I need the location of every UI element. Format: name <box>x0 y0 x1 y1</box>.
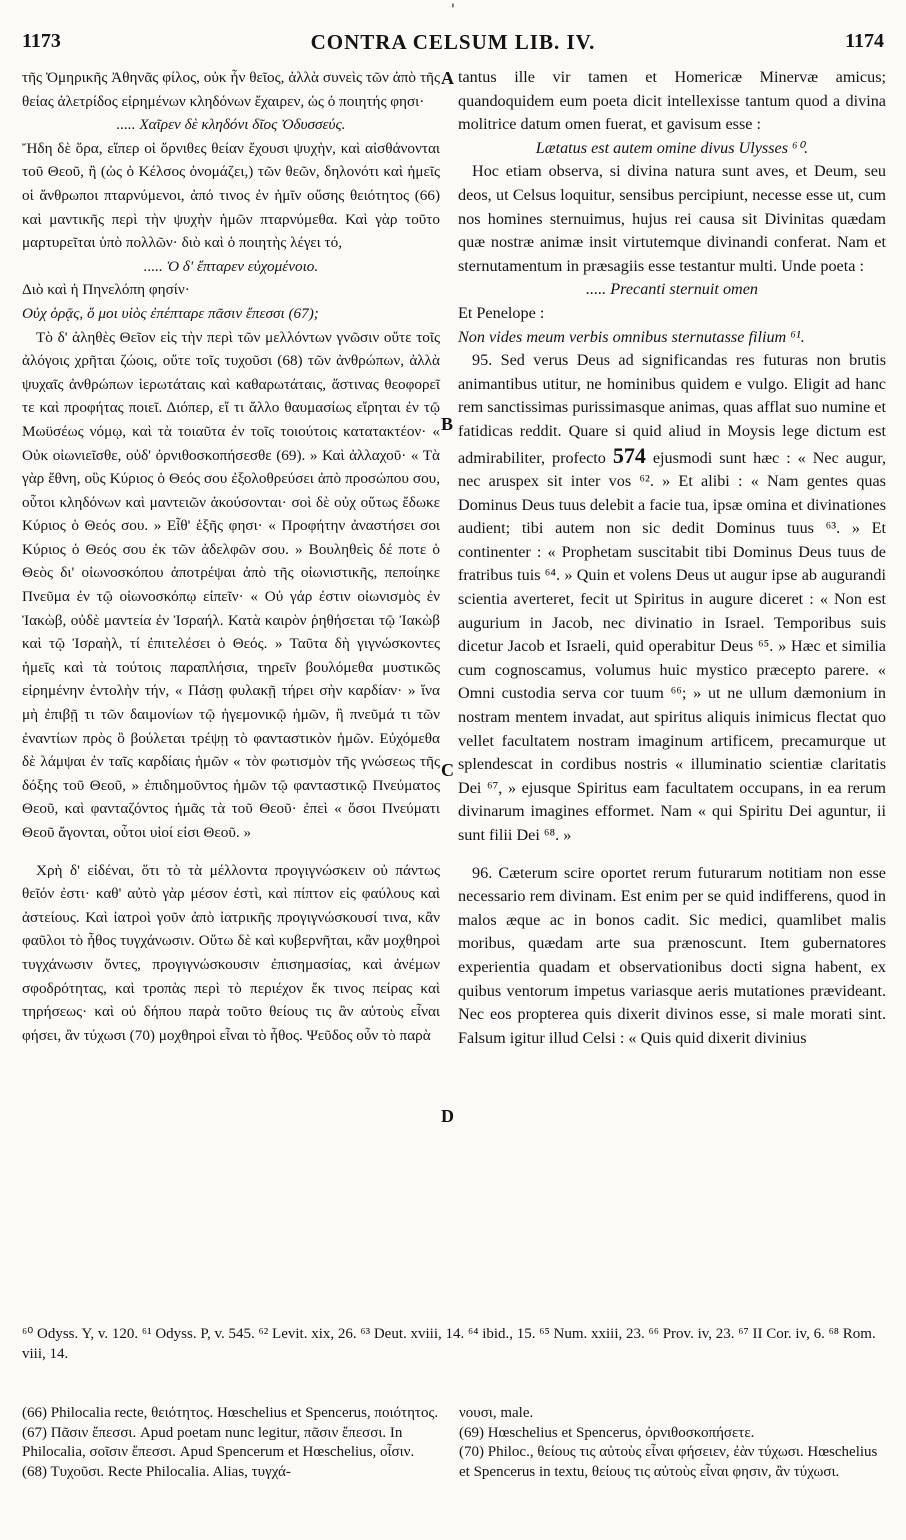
footnotes-left <box>22 1404 442 1482</box>
page-number-right: 1174 <box>845 30 884 52</box>
latin-paragraph: 96. Cæterum scire oportet rerum futurarum notitiam non esse necessario rem divinam. Est enim per se quid indifferens, quod in malos æque ac in bonos cadit. Sic medici, quamlibet malis moribus, quædam arte sua prænoscunt. Item gubernatores experientia quadam et observationibus docti signa habent, ex quibus ventorum impetus variasque aeris mutationes prævideant. Nec eos propterea quis dixerit divinos esse, si male morati sint. Falsum igitur illud Celsi : « Quis quid dixerit divinius <box>458 863 886 1047</box>
footnotes <box>22 1325 886 1480</box>
header-tick: ' <box>451 2 455 18</box>
latin-paragraph: tantus ille vir tamen et Homericæ Minervæ amicus; quandoquidem eum poeta dicit intellexisse tantum quod a divina molitrice datum omen fuerat, et gavisum esse : <box>458 68 886 134</box>
section-95-continued: ejusmodi sunt hæc : « Nec augur, nec aruspex sit inter vos ⁶². » Et alibi : « Nam gentes quas Dominus Deus tuus delebit a facie tua, ipsæ omina et divinationes audient; tibi autem non sic dedit Dominus tuus ⁶³. » Et continenter : « Prophetam suscitabit tibi Dominus Deus tuus de fratribus tuis ⁶⁴. » Quin et volens Deus ut augur ipse ab augurandi scientia averteret, fecit ut Spiritus in augure diceret : « Non est augurium in Jacob, nec divinatio in Israel. Temporibus suis dicetur Jacob et Israeli, quid operabitur Deus ⁶⁵. » Hæc et similia cum cognoscamus, volumus huic mystico præcepto parere. « Omni custodia serva cor tuum ⁶⁶; » ut ne ullum dæmonium in nostram mentem invadat, aut spiritus aliquis inimicus flectat quo vellet facultatem nostram imaginum artificem, precamurque ut splendescat in cordibus nostris « illuminatio scientiæ claritatis Dei ⁶⁷, » ejusque Spiritus eam facultatem occupans, in ea rerum divinarum imagines efformet. Nam « qui Spiritu Dei aguntur, ii sunt filii Dei ⁶⁸. » <box>458 448 887 844</box>
greek-verse: ..... Χαῖρεν δὲ κληδόνι δῖος Ὀδυσσεύς. <box>116 116 346 134</box>
greek-paragraph: Διὸ καὶ ἡ Πηνελόπη φησίν· <box>22 281 190 299</box>
latin-paragraph <box>458 349 886 847</box>
scripture-references: ⁶⁰ Odyss. Y, v. 120. ⁶¹ Odyss. P, v. 545. ⁶² Levit. xix, 26. ⁶³ Deut. xviii, 14. ⁶⁴ ibid., 15. ⁶⁵ Num. xxiii, 23. ⁶⁶ Prov. iv, 23. ⁶⁷ II Cor. iv, 6. ⁶⁸ Rom. viii, 14. <box>22 1326 876 1362</box>
latin-paragraph: Hoc etiam observa, si divina natura sunt aves, et Deum, seu deos, ut Celsus loquitur, sensibus percipiunt, necesse esse ut, cum nos homines sternuimus, hujus rei causa sit Divinitas quædam quæ nostræ animæ insit virtutemque divinandi conferat. Nam et sternutamentum in præsagiis esse testantur multi. Unde poeta : <box>458 162 886 275</box>
footnote: (67) Πᾶσιν ἔπεσσι. Apud poetam nunc legitur, πᾶσιν ἔπεσσι. In Philocalia, σοῖσιν ἔπεσσι. Apud Spencerum et Hœschelius, οἶσιν. <box>22 1424 415 1460</box>
footnote: (68) Τυχοῦσι. Recte Philocalia. Alias, τυγχά- <box>22 1463 291 1480</box>
greek-paragraph: Ἤδη δὲ ὅρα, εἴπερ οἱ ὄρνιθες θείαν ἔχουσι ψυχὴν, καὶ αἰσθάνονται τοῦ Θεοῦ, ἢ (ὡς ὁ Κέλσος ὀνομάζει,) τῶν θεῶν, δηλονότι καὶ ἡμεῖς οἱ ἄνθρωποι πταρνύμενοι, ἀπό τινος ἐν ἡμῖν οὔσης θειότητος (66) καὶ μαντικῆς περὶ τὴν ψυχὴν ἡμῶν πταρνύμεθα. Καὶ γὰρ τοῦτο μαρτυρεῖται ὑπὸ πολλῶν· διὸ καὶ ὁ ποιητὴς λέγει τό, <box>22 139 440 252</box>
greek-paragraph: τῆς Ὁμηρικῆς Ἀθηνᾶς φίλος, οὐκ ἦν θεῖος, ἀλλὰ συνεὶς τῶν ἀπὸ τῆς θείας ἀλετρίδος εἰρημένων κληδόνων ἔχαιρεν, ὡς ὁ ποιητής φησι· <box>22 69 440 110</box>
greek-verse: Οὐχ ὁρᾷς, ὅ μοι υἱὸς ἐπέπταρε πᾶσιν ἔπεσσι (67); <box>22 304 319 322</box>
margin-marker-d: D <box>441 1106 454 1126</box>
footnote: (69) Hœschelius et Spencerus, ὀρνιθοσκοπήσετε. <box>459 1424 755 1441</box>
latin-paragraph: Et Penelope : <box>458 303 545 322</box>
latin-column <box>458 66 886 1050</box>
page-number-left: 1173 <box>22 30 61 52</box>
latin-verse: ..... Precanti sternuit omen <box>585 280 759 299</box>
greek-paragraph: Τὸ δ' ἀληθὲς Θεῖον εἰς τὴν περὶ τῶν μελλόντων γνῶσιν οὔτε τοῖς ἀλόγοις χρῆται ζώοις, οὔτε τοῖς τυχοῦσι (68) τῶν ἀνθρώπων, ἀλλὰ ψυχαῖς ἀνθρώπων ἱερωτάταις καὶ καθαρωτάταις, ἅστινας θεοφορεῖ τε καὶ προφήτας ποιεῖ. Διόπερ, εἴ τι ἄλλο θαυμασίως εἴρηται ἐν τῷ Μωϋσέως νόμῳ, καὶ τὰ τοιαῦτα ἐν τοῖς τοιούτοις κατατακτέον· « Οὐκ οἰωνιεῖσθε, οὐδ' ὀρνιθοσκοπήσεσθε (69). » Καὶ ἀλλαχοῦ· « Τὰ γὰρ ἔθνη, οὓς Κύριος ὁ Θεός σου ἐξολοθρεύσει ἀπὸ προσώπου σου, οὗτοι κληδόνων καὶ μαντειῶν ἀκούσονται· σοὶ δὲ οὐχ οὕτως ἔδωκε Κύριος ὁ Θεός σου. » Εἶθ' ἑξῆς φησι· « Προφήτην ἀναστήσει σοι Κύριος ὁ Θεός σου ἐκ τῶν ἀδελφῶν σου. » Βουληθεὶς δέ ποτε ὁ Θεὸς δι' οἰωνοσκόπου ἀποτρέψαι ἀπὸ τῆς οἰωνιστικῆς, πεποίηκε Πνεῦμα ἐν τῷ οἰωνοσκόπῳ εἰπεῖν· « Οὐ γάρ ἐστιν οἰωνισμὸς ἐν Ἰακὼβ, οὐδὲ μαντεία ἐν Ἰσραήλ. Κατὰ καιρὸν ῥηθήσεται τῷ Ἰακὼβ καὶ τῷ Ἰσραὴλ, τί ἐπιτελέσει ὁ Θεός. » Ταῦτα δὴ γιγνώσκοντες ἡμεῖς καὶ τὰ τούτοις παραπλήσια, τηρεῖν βουλόμεθα μυστικῶς εἰρημένην ἐντολὴν τήν, « Πάσῃ φυλακῇ τήρει σὴν καρδίαν· » ἵνα μὴ ἐπιβῇ τι τῶν δαιμονίων τῷ ἡγεμονικῷ ἡμῶν, ἢ πνεῦμά τι τῶν ἐναντίων πρὸς ὃ βούλεται τρέψῃ τὸ φανταστικὸν ἡμῶν. Εὐχόμεθα δὲ λάμψαι ἐν ταῖς καρδίαις ἡμῶν « τὸν φωτισμὸν τῆς γνώσεως τῆς δόξης τοῦ Θεοῦ, » ἐπιδημοῦντος ἡμῶν τῷ φανταστικῷ Πνεύματος Θεοῦ, καὶ φανταζόντος ἡμᾶς τὰ τοῦ Θεοῦ· ἐπεὶ « ὅσοι Πνεύματι Θεοῦ ἄγονται, οὗτοι υἱοί εἰσι Θεοῦ. » <box>22 328 440 841</box>
migne-column-number: 574 <box>612 442 646 468</box>
footnote: (70) Philoc., θείους τις αὐτοὺς εἶναι φήσειεν, ἐὰν τύχωσι. Hœschelius et Spencerus in textu, θείους τις αὐτοὺς εἶναι φησιν, ἂν τύχωσι. <box>459 1444 878 1480</box>
latin-verse: Non vides meum verbis omnibus sternutasse filium ⁶¹. <box>458 327 805 346</box>
greek-column <box>22 66 440 1047</box>
section-95-text: 95. Sed verus Deus ad significandas res futuras non brutis animantibus utitur, ne hominibus quidem e vulgo. Eligit ad hanc rem sanctissimas purissimasque animas, quas afflat suo numine et fatidicas reddit. Quare si quid aliud in Moysis lege dictum est admirabiliter, profecto <box>458 351 886 467</box>
margin-marker-b: B <box>441 414 454 434</box>
running-title: CONTRA CELSUM LIB. IV. <box>310 30 596 54</box>
latin-verse: Lætatus est autem omine divus Ulysses ⁶⁰. <box>535 138 809 157</box>
footnote: νουσι, male. <box>459 1405 534 1421</box>
page-header <box>22 30 884 60</box>
footnote: (66) Philocalia recte, θειότητος. Hœschelius et Spencerus, ποιότητος. <box>22 1405 439 1421</box>
margin-marker-a: A <box>441 68 454 88</box>
greek-paragraph: Χρὴ δ' εἰδέναι, ὅτι τὸ τὰ μέλλοντα προγιγνώσκειν οὐ πάντως θεῖόν ἐστι· καθ' αὐτὸ γὰρ μέσον ἐστὶ, καὶ πίπτον εἰς φαύλους καὶ ἀστείους. Καὶ ἰατροὶ γοῦν ἀπὸ ἰατρικῆς προγιγνώσκουσί τινα, κἂν φαῦλοι τὸ ἦθος τυγχάνωσιν. Οὕτω δὲ καὶ κυβερνῆται, κἂν μοχθηροὶ τυγχάνωσιν ὄντες, προγιγνώσκουσιν ἐπισημασίας, καὶ ἀνέμων σφοδρότητας, καὶ τροπὰς περὶ τὸ περιέχον ἔκ τινος πείρας καὶ τηρήσεως· καὶ οὐ δήπου παρὰ τοῦτο θείους τις ἂν αὐτοὺς εἶναι φήσει, ἂν τύχωσι (70) μοχθηροὶ εἶναι τὸ ἦθος. Ψεῦδος οὖν τὸ παρὰ <box>22 861 440 1044</box>
margin-marker-c: C <box>441 760 454 780</box>
footnotes-right <box>459 1404 886 1482</box>
greek-verse: ..... Ὁ δ' ἔπταρεν εὐχομένοιο. <box>143 257 319 275</box>
